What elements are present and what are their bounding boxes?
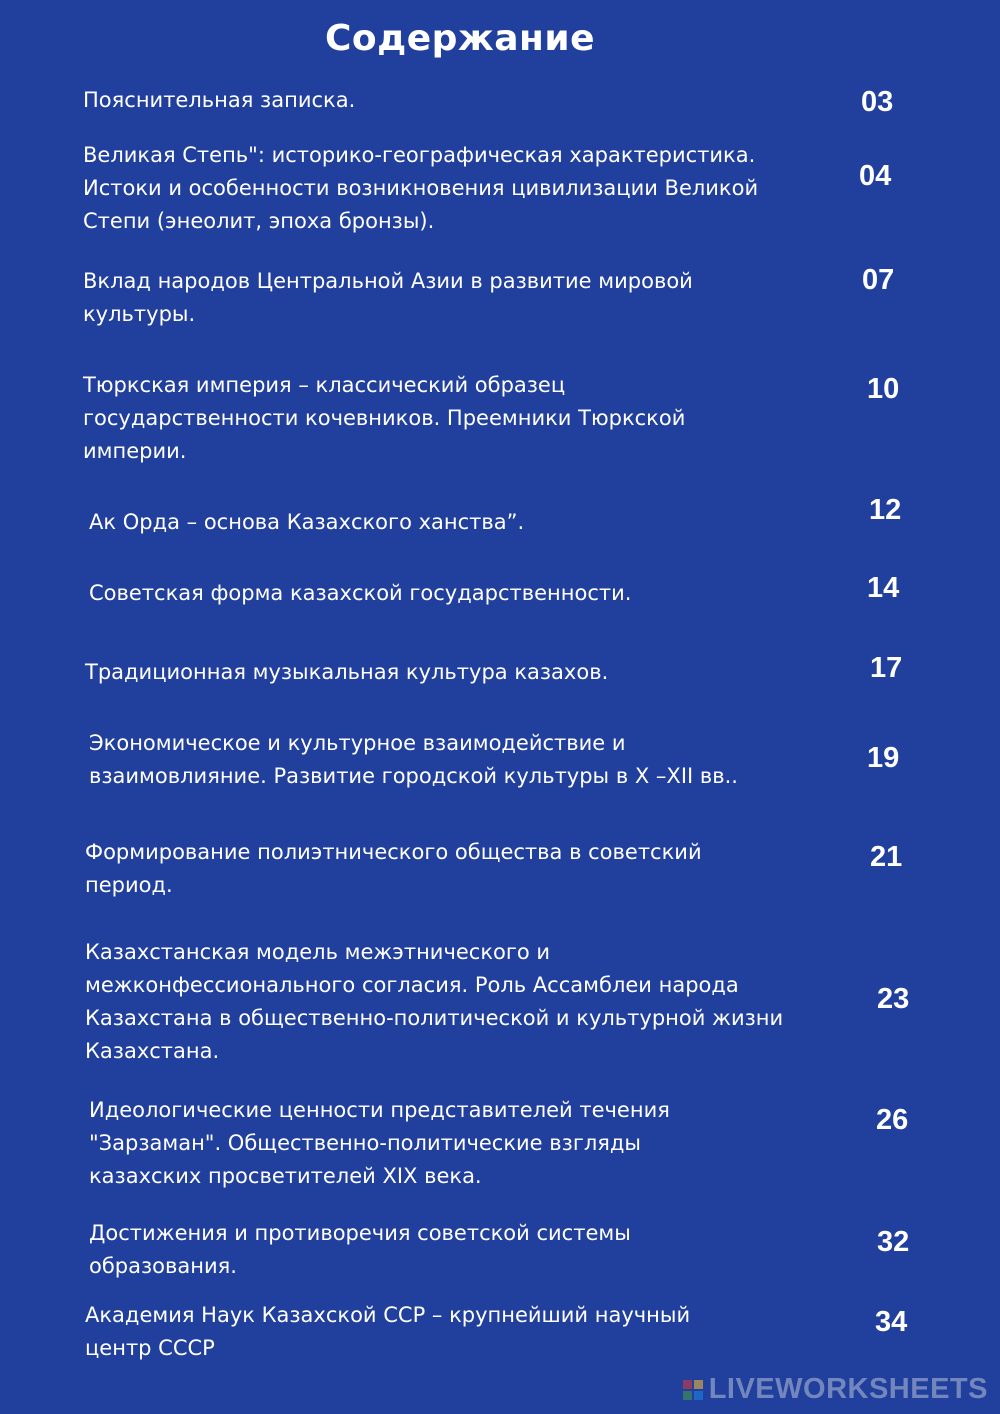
toc-page-number: 23 — [877, 983, 910, 1015]
toc-line: Казахстана. — [85, 1039, 220, 1063]
page-title: Содержание — [324, 18, 596, 59]
toc-line: Великая Степь": историко-географическая характеристика. — [83, 143, 756, 167]
toc-entry-text — [89, 506, 524, 539]
toc-line: Тюркская империя – классический образец — [83, 373, 566, 397]
toc-entry-text — [85, 836, 702, 902]
toc-line: межконфессионального согласия. Роль Ассамблеи народа — [85, 973, 739, 997]
toc-page-number: 26 — [876, 1104, 909, 1136]
toc-line: Академия Наук Казахской ССР – крупнейший научный — [85, 1303, 691, 1327]
toc-entry-text — [83, 84, 355, 117]
toc-entry-text — [89, 727, 738, 793]
toc-line: образования. — [89, 1254, 237, 1278]
toc-line: Пояснительная записка. — [83, 88, 356, 112]
toc-page-number: 04 — [859, 160, 892, 192]
toc-page-number: 34 — [875, 1306, 908, 1338]
logo-square — [683, 1391, 692, 1400]
toc-line: Советская форма казахской государственности. — [89, 581, 632, 605]
liveworksheets-logo-icon — [683, 1380, 703, 1400]
toc-page-number: 21 — [870, 841, 903, 873]
toc-entry-text — [85, 656, 608, 689]
toc-line: казахских просветителей XIX века. — [89, 1164, 482, 1188]
toc-line: Казахстана в общественно-политической и культурной жизни — [85, 1006, 784, 1030]
toc-entry-text — [83, 265, 693, 331]
toc-entry-text — [85, 936, 783, 1068]
toc-page-number: 03 — [861, 86, 894, 118]
toc-line: Экономическое и культурное взаимодействие и — [89, 731, 626, 755]
toc-page-number: 07 — [862, 264, 895, 296]
toc-entry-text — [85, 1299, 690, 1365]
logo-square — [683, 1380, 692, 1389]
toc-line: Традиционная музыкальная культура казахов. — [85, 660, 609, 684]
toc-line: Вклад народов Центральной Азии в развитие мировой — [83, 269, 693, 293]
toc-entry-text — [83, 369, 685, 468]
liveworksheets-logo-text: LIVEWORKSHEETS — [708, 1373, 988, 1405]
logo-square — [694, 1380, 703, 1389]
toc-page-number: 32 — [877, 1226, 910, 1258]
toc-line: Истоки и особенности возникновения цивилизации Великой — [83, 176, 759, 200]
toc-line: империи. — [83, 439, 187, 463]
toc-line: центр СССР — [85, 1336, 215, 1360]
toc-entry-text — [89, 577, 631, 610]
toc-line: Степи (энеолит, эпоха бронзы). — [83, 209, 435, 233]
toc-line: период. — [85, 873, 173, 897]
toc-line: Достижения и противоречия советской системы — [89, 1221, 631, 1245]
toc-entry-text — [83, 139, 758, 238]
toc-line: взаимовлияние. Развитие городской культуры в X –XII вв.. — [89, 764, 738, 788]
liveworksheets-logo — [683, 1373, 988, 1406]
toc-entry-text — [89, 1217, 631, 1283]
toc-page-number: 14 — [867, 572, 900, 604]
toc-line: Ак Орда – основа Казахского ханства”. — [89, 510, 525, 534]
toc-page-number: 10 — [867, 373, 900, 405]
toc-page-number: 12 — [869, 494, 902, 526]
logo-square — [694, 1391, 703, 1400]
toc-line: государственности кочевников. Преемники Тюркской — [83, 406, 686, 430]
toc-line: Формирование полиэтнического общества в советский — [85, 840, 702, 864]
toc-line: Казахстанская модель межэтнического и — [85, 940, 551, 964]
toc-entry-text — [89, 1094, 670, 1193]
toc-line: культуры. — [83, 302, 196, 326]
toc-line: "Зарзаман". Общественно-политические взгляды — [89, 1131, 642, 1155]
toc-page-number: 19 — [867, 742, 900, 774]
toc-page-number: 17 — [870, 652, 903, 684]
toc-line: Идеологические ценности представителей течения — [89, 1098, 670, 1122]
